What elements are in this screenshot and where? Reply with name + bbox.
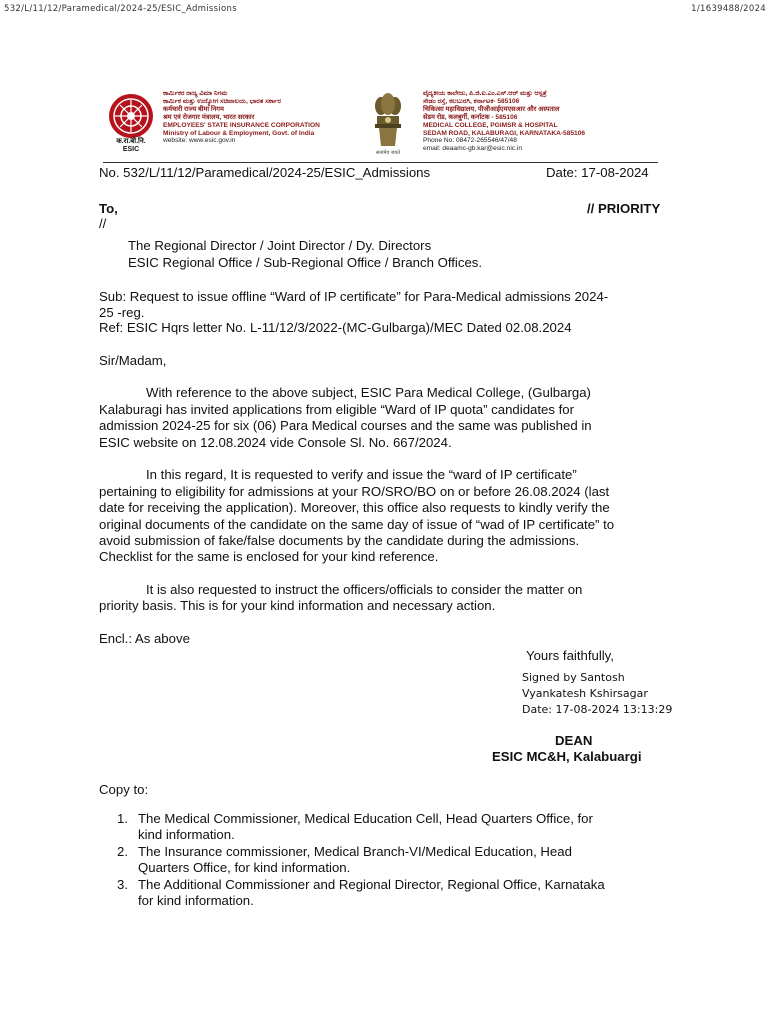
enclosure-note: Encl.: As above (99, 631, 190, 646)
letterhead-left-block: ಕಾರ್ಮಿಕರ ರಾಜ್ಯ ವಿಮಾ ನಿಗಮ ಕಾರ್ಮಿಕ ಮತ್ತು ಉದ್ಯೋಗ ಸಚಿವಾಲಯ, ಭಾರತ ಸರ್ಕಾರ कर्मचारी राज्य बीमा निगम श्रम एवं रोजगार मंत्रालय, भारत सरकार EMPLOYEES' STATE INSURANCE CORPORATION Ministry of Labour & Employment, Govt. of India website: www.esic.gov.in (163, 90, 320, 145)
para2-line-1: In this regard, It is requested to verify and issue the “ward of IP certificate” (146, 467, 577, 482)
copy-item-number: 2. (117, 844, 128, 859)
copy-item-1-line-1: The Medical Commissioner, Medical Education Cell, Head Quarters Office, for (138, 811, 593, 826)
copy-item-number: 1. (117, 811, 128, 826)
signature-line-1: Signed by Santosh (522, 671, 625, 684)
para3-line-1: It is also requested to instruct the officers/officials to consider the matter on (146, 582, 583, 597)
para1-line-2: Kalaburagi has invited applications from eligible “Ward of IP quota” candidates for (99, 402, 575, 417)
copy-to-label: Copy to: (99, 782, 149, 797)
copy-item-2-line-1: The Insurance commissioner, Medical Branch-VI/Medical Education, Head (138, 844, 572, 859)
para2-line-6: Checklist for the same is enclosed for your kind reference. (99, 549, 439, 564)
designation: DEAN (555, 733, 593, 748)
copy-item-2-line-2: Quarters Office, for kind information. (138, 860, 351, 875)
copy-item-3-line-1: The Additional Commissioner and Regional Director, Regional Office, Karnataka (138, 877, 605, 892)
document-id: 1/1639488/2024 (691, 4, 766, 14)
subject-line-1: Sub: Request to issue offline “Ward of IP certificate” for Para-Medical admissions 2024- (99, 289, 609, 304)
logo-caption: क.रा.बी.नि. ESIC (116, 138, 146, 153)
closing-phrase: Yours faithfully, (526, 648, 614, 663)
para1-line-4: ESIC website on 12.08.2024 vide Console Sl. No. 667/2024. (99, 435, 452, 450)
letterhead-right-block: ವೈದ್ಯಕೀಯ ಕಾಲೇಜು, ಪಿ.ಜಿ.ಐ.ಎಂ.ಎಸ್.ಆರ್ ಮತ್ತು ಆಸ್ಪತ್ರೆ ಸೇಡಂ ರಸ್ತೆ, ಕಲಬುರಗಿ, ಕರ್ನಾಟಕ- 585106 चिकित्सा महाविद्यालय, पीजीआईएमएसआर और अस्पताल सेडम रोड, कलबुर्गी, कर्नाटक - 585106 MEDICAL COLLEGE, PGIMSR & HOSPITAL SEDAM ROAD, KALABURAGI, KARNATAKA-585106 Phone No: 08472-265546/47/48 email: deaamc-gb.kar@esic.nic.in (423, 90, 586, 153)
salutation: Sir/Madam, (99, 353, 167, 368)
para3-line-2: priority basis. This is for your kind information and necessary action. (99, 598, 496, 613)
para2-line-5: avoid submission of fake/false documents by the candidate during the admissions. (99, 533, 580, 548)
letterhead-divider (103, 162, 658, 163)
print-header (0, 4, 770, 18)
signature-line-2: Vyankatesh Kshirsagar (522, 687, 648, 700)
copy-item-number: 3. (117, 877, 128, 892)
document-path: 532/L/11/12/Paramedical/2024-25/ESIC_Admissions (4, 4, 237, 14)
para1-line-1: With reference to the above subject, ESIC Para Medical College, (Gulbarga) (146, 385, 591, 400)
reference-line: Ref: ESIC Hqrs letter No. L-11/12/3/2022-(MC-Gulbarga)/MEC Dated 02.08.2024 (99, 320, 572, 335)
addressee-line-1: The Regional Director / Joint Director / Dy. Directors (128, 238, 432, 253)
digital-signature (522, 670, 672, 718)
para2-line-4: original documents of the candidate on the same day of issue of “wad of IP certificate” to (99, 517, 615, 532)
para2-line-3: date for receiving the application). Moreover, this office also requests to kindly verify the (99, 500, 610, 515)
letter-date: Date: 17-08-2024 (546, 165, 649, 180)
subject-line-2: 25 -reg. (99, 305, 145, 320)
institution-name: ESIC MC&H, Kalabuargi (492, 749, 642, 764)
priority-label: // PRIORITY (587, 201, 661, 216)
signature-line-3: Date: 17-08-2024 13:13:29 (522, 703, 673, 716)
reference-number: No. 532/L/11/12/Paramedical/2024-25/ESIC_Admissions (99, 165, 431, 180)
to-label: To, (99, 201, 118, 216)
national-emblem-icon (371, 90, 405, 150)
copy-item-3-line-2: for kind information. (138, 893, 254, 908)
addressee-line-2: ESIC Regional Office / Sub-Regional Office / Branch Offices. (128, 255, 483, 270)
letterhead (103, 88, 668, 160)
para1-line-3: admission 2024-25 for six (06) Para Medical courses and the same was published in (99, 418, 592, 433)
slash-marks: // (99, 216, 107, 231)
para2-line-2: pertaining to eligibility for admissions at your RO/SRO/BO on or before 26.08.2024 (last (99, 484, 610, 499)
copy-item-1-line-2: kind information. (138, 827, 235, 842)
esic-logo-icon (107, 92, 155, 140)
emblem-caption: सत्यमेव जयते (375, 150, 401, 156)
